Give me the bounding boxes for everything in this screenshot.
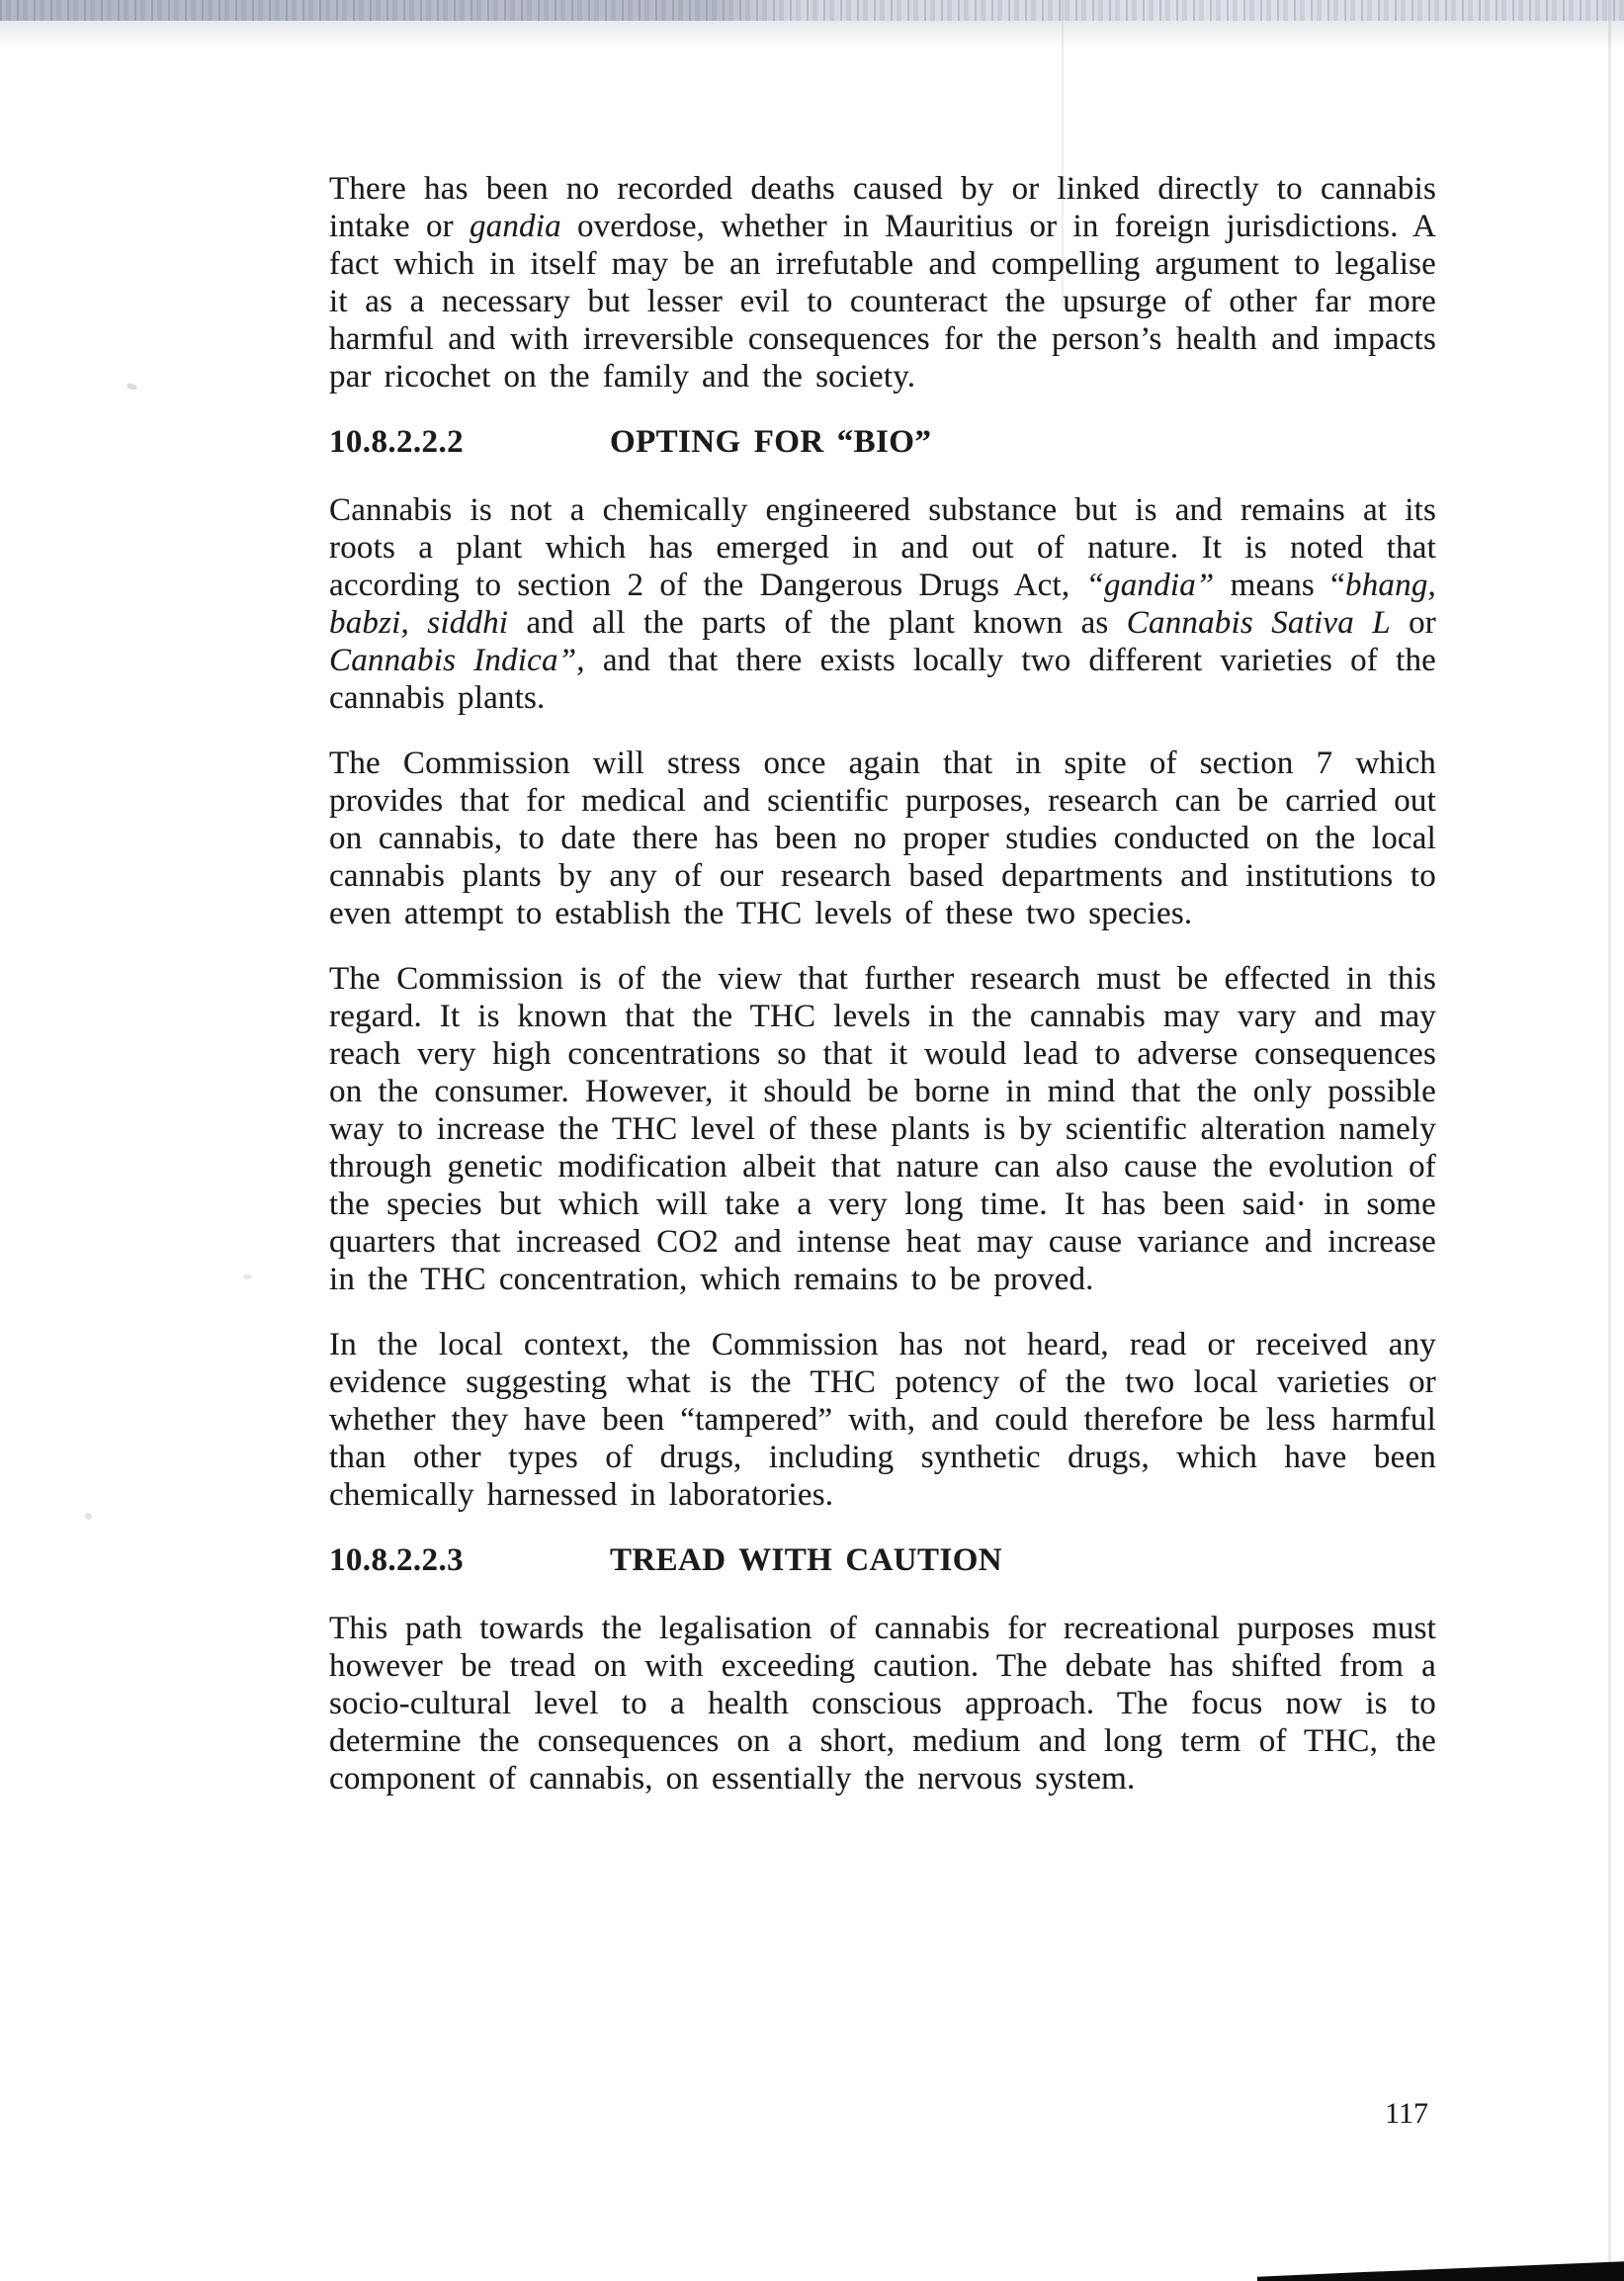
page-number: 117 [1385, 2097, 1428, 2130]
heading-number: 10.8.2.2.3 [329, 1542, 464, 1578]
heading-number: 10.8.2.2.2 [329, 424, 464, 460]
text-run: Cannabis is not a chemically engineered substance but is and remains at its roots a plant which has emerged in and out of nature. It is noted that according to section 2 of the Dangerous Drugs Act, [329, 492, 1436, 603]
text-run: and that there exists locally two different varieties of the cannabis plants. [329, 643, 1436, 716]
text-run: overdose, whether in Mauritius or in foreign jurisdictions. A fact which in itself may be an irrefutable and compelling argument to legalise it as a necessary but lesser evil to counteract the upsurge of other far more harmful and with irreversible consequences for the person’s health and impacts par ricochet on the family and the society. [329, 209, 1436, 395]
scan-artifact-right-line [1608, 0, 1611, 2281]
scan-speck [126, 382, 137, 391]
text-run: The Commission will stress once again that in spite of section 7 which provides that for medical and scientific purposes, research can be carried out on cannabis, to date there has been no proper studies conducted on the local cannabis plants by any of our research based departments and institutions to even attempt to establish the THC levels of these two species. [329, 746, 1436, 931]
text-run: means “ [1214, 568, 1346, 603]
text-run: or [1390, 605, 1436, 641]
italic-text-run: Cannabis Indica”, [329, 643, 585, 678]
text-run: and all the parts of the plant known as [508, 605, 1127, 641]
italic-text-run: Cannabis Sativa L [1126, 605, 1391, 641]
italic-text-run: bhang, babzi, siddhi [329, 568, 1436, 641]
paragraph [329, 170, 1436, 395]
heading-title: OPTING FOR “BIO” [610, 424, 932, 460]
text-run: The Commission is of the view that further research must be effected in this regard. It is known that the THC levels in the cannabis may vary and may reach very high concentrations so that it would lead to adverse consequences on the consumer. However, it should be borne in mind that the only possible way to increase the THC level of these plants is by scientific alteration namely through genetic modification albeit that nature can also cause the evolution of the species but which will take a very long time. It has been said· in some quarters that increased CO2 and intense heat may cause variance and increase in the THC concentration, which remains to be proved. [329, 961, 1436, 1297]
scan-artifact-top-band [0, 0, 1624, 21]
scan-artifact-bottom-wedge [1257, 2260, 1624, 2281]
text-column [329, 170, 1436, 1825]
section-heading [329, 423, 1436, 461]
text-run: This path towards the legalisation of cannabis for recreational purposes must however be tread on with exceeding caution. The debate has shifted from a socio-cultural level to a health conscious approach. The focus now is to determine the consequences on a short, medium and long term of THC, the component of cannabis, on essentially the nervous system. [329, 1611, 1436, 1797]
section-heading [329, 1541, 1436, 1579]
paragraph [329, 745, 1436, 932]
paragraph [329, 491, 1436, 717]
scan-speck [85, 1513, 92, 1520]
paragraph [329, 960, 1436, 1298]
scan-artifact-top-fade [0, 21, 1624, 50]
scan-speck [243, 1274, 252, 1279]
italic-text-run: gandia [469, 209, 561, 244]
paragraph [329, 1610, 1436, 1798]
heading-title: TREAD WITH CAUTION [610, 1542, 1002, 1578]
text-run: There has been no recorded deaths caused by or linked directly to cannabis intake or [329, 171, 1436, 244]
text-run: In the local context, the Commission has not heard, read or received any evidence suggesting what is the THC potency of the two local varieties or whether they have been “tampered” with, and could therefore be less harmful than other types of drugs, including synthetic drugs, which have been chemically harnessed in laboratories. [329, 1327, 1436, 1513]
paragraph [329, 1326, 1436, 1514]
italic-text-run: “gandia” [1085, 568, 1215, 603]
